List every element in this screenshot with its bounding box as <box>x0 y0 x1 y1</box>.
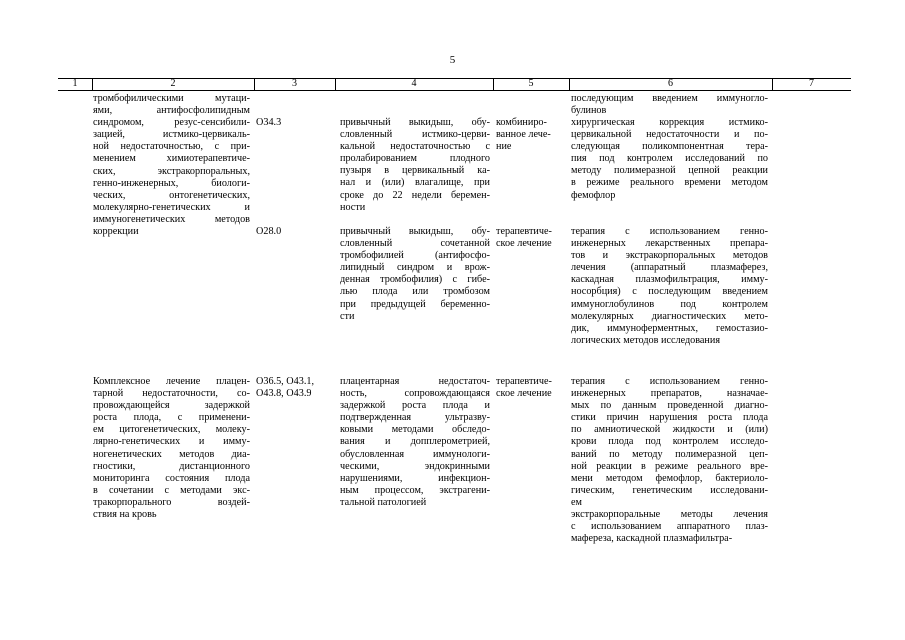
cell-line: ствия на кровь <box>93 509 157 521</box>
treatment-method <box>571 117 768 202</box>
cell-line: кальной недостаточностью с <box>340 141 490 153</box>
cell-line: молекулярно-генетических и <box>93 201 250 213</box>
cell-line: пузыря в цервикальный ка- <box>340 165 490 177</box>
cell-line: гическим, генетическим исследовани- <box>571 484 768 496</box>
cell-line: по амниотической жидкости и (или) <box>571 424 768 436</box>
cell-line: лярно-генетических и имму- <box>93 436 250 448</box>
page-number: 5 <box>449 54 456 66</box>
cell-line: пролабированием плодного <box>340 153 490 165</box>
cell-line: ских, экстракорпоральных, <box>93 165 250 177</box>
cell-line: сроке до 22 недели беремен- <box>340 189 490 201</box>
cell-line: O34.3 <box>256 117 282 128</box>
cell-line: ной реакции в режиме реального вре- <box>571 460 768 472</box>
cell-line: привычный выкидыш, обу- <box>340 117 490 128</box>
cell-line: словленный сочетанной <box>340 238 490 250</box>
cell-line: ным процессом, экстрагени- <box>340 484 490 496</box>
cell-line: вания и допплерометрией, <box>340 436 490 448</box>
cell-line: задержкой роста плода и <box>340 400 490 412</box>
column-header-3: 3 <box>292 78 297 89</box>
treatment-method <box>571 376 768 545</box>
cell-line: фемофлор <box>571 189 616 201</box>
cell-line: ности <box>340 201 366 213</box>
cell-line: инженерных лекарственных препара- <box>571 238 768 250</box>
cell-line: денная тромбофилия) с гибе- <box>340 274 490 286</box>
cell-line: менением химиотерапевтиче- <box>93 153 250 165</box>
cell-line: инженерных препаратов, назначае- <box>571 388 768 400</box>
treatment-type <box>496 376 566 400</box>
cell-line: ной недостаточностью, с при- <box>93 141 250 153</box>
cell-line: тромбофилией (антифосфо- <box>340 250 490 262</box>
cell-line: обусловленная иммунологи- <box>340 448 490 460</box>
cell-line: иммуногенетических методов <box>93 213 250 225</box>
cell-line: O36.5, O43.1, <box>256 376 315 387</box>
cell-line: хирургическая коррекция истмико- <box>571 117 768 128</box>
cell-line: ем <box>571 496 582 508</box>
cell-line: дик, иммуноферментных, гемостазио- <box>571 322 768 334</box>
cell-line: в сочетании с методами экс- <box>93 484 250 496</box>
cell-line: ем цитогенетических, молеку- <box>93 424 250 436</box>
cell-line: O43.8, O43.9 <box>256 388 312 400</box>
cell-line: терапевтиче- <box>496 226 552 237</box>
cell-line: лью плода или тромбозом <box>340 286 490 298</box>
column-header-6: 6 <box>668 78 673 89</box>
cell-line: крови плода под контролем исследо- <box>571 436 768 448</box>
treatment-type <box>496 117 566 153</box>
cell-line: стики причин нарушения роста плода <box>571 412 768 424</box>
header-bottom-rule <box>58 90 851 91</box>
cell-line: тарной недостаточности, со- <box>93 388 250 400</box>
cell-line: ногенетических методов диа- <box>93 448 250 460</box>
cell-line: с использованием аппаратного плаз- <box>571 521 768 533</box>
cell-line: пия под контролем исследований по <box>571 153 768 165</box>
cell-line: ское лечение <box>496 388 552 400</box>
icd-code <box>256 226 333 238</box>
diagnosis-model <box>340 376 490 509</box>
method-description <box>93 93 250 238</box>
treatment-continuation <box>571 93 768 117</box>
cell-line: тромбофилическими мутаци- <box>93 93 250 104</box>
cell-line: носорбция) с последующим введением <box>571 286 768 298</box>
cell-line: привычный выкидыш, обу- <box>340 226 490 237</box>
cell-line: мониторинга состояния плода <box>93 472 250 484</box>
treatment-type <box>496 226 566 250</box>
icd-code <box>256 376 333 400</box>
cell-line: мафереза, каскадной плазмафильтра- <box>571 533 733 545</box>
column-header-5: 5 <box>528 78 534 89</box>
cell-line: терапевтиче- <box>496 376 552 387</box>
cell-line: ковыми методами обследо- <box>340 424 490 436</box>
cell-line: ческих, онтогенетических, <box>93 189 250 201</box>
column-header-7: 7 <box>809 78 814 89</box>
cell-line: мых по данным проведенной диагно- <box>571 400 768 412</box>
cell-line: мени методом фемофлор, бактериоло- <box>571 472 768 484</box>
cell-line: тракорпорального воздей- <box>93 496 250 508</box>
cell-line: ние <box>496 141 512 153</box>
cell-line: провождающейся задержкой <box>93 400 250 412</box>
cell-line: роста плода, с применени- <box>93 412 250 424</box>
cell-line: Комплексное лечение плацен- <box>93 376 250 387</box>
cell-line: логических методов исследования <box>571 334 721 346</box>
cell-line: тов и экстракорпоральных методов <box>571 250 768 262</box>
cell-line: лечения (аппаратный плазмаферез, <box>571 262 768 274</box>
cell-line: каскадная плазмофильтрация, имму- <box>571 274 768 286</box>
cell-line: цервикальной недостаточности и по- <box>571 129 768 141</box>
icd-code <box>256 117 333 129</box>
cell-line: молекулярных диагностических мето- <box>571 310 768 322</box>
cell-line: синдромом, резус-сенсибили- <box>93 117 250 129</box>
cell-line: ность, сопровождающаяся <box>340 388 490 400</box>
column-header-1: 1 <box>72 78 78 89</box>
cell-line: нарушениями, инфекцион- <box>340 472 490 484</box>
cell-line: ванное лече- <box>496 129 551 141</box>
method-description <box>93 376 250 521</box>
cell-line: O28.0 <box>256 226 282 237</box>
cell-line: ваний по методу полимеразной цеп- <box>571 448 768 460</box>
cell-line: экстракорпоральные методы лечения <box>571 509 768 521</box>
column-header-2: 2 <box>170 78 176 89</box>
cell-line: ями, антифосфолипидным <box>93 105 250 117</box>
cell-line: терапия с использованием генно- <box>571 376 768 387</box>
cell-line: ское лечение <box>496 238 552 250</box>
cell-line: ческими, эндокринными <box>340 460 490 472</box>
cell-line: методу полимеразной цепной реакции <box>571 165 768 177</box>
cell-line: в режиме реального времени методом <box>571 177 768 189</box>
cell-line: тальной патологией <box>340 496 427 508</box>
column-header-4: 4 <box>411 78 417 89</box>
cell-line: нал и (или) влагалище, при <box>340 177 490 189</box>
cell-line: генно-инженерных, биологи- <box>93 177 250 189</box>
cell-line: гностики, дистанционного <box>93 460 250 472</box>
cell-line: иммуноглобулинов под контролем <box>571 298 768 310</box>
cell-line: сти <box>340 310 355 322</box>
cell-line: последующим введением иммуногло- <box>571 93 768 104</box>
cell-line: коррекции <box>93 226 139 238</box>
cell-line: плацентарная недостаточ- <box>340 376 490 387</box>
cell-line: зацией, истмико-цервикаль- <box>93 129 250 141</box>
cell-line: следующая поликомпонентная тера- <box>571 141 768 153</box>
diagnosis-model <box>340 226 490 323</box>
cell-line: подтвержденная ультразву- <box>340 412 490 424</box>
treatment-method <box>571 226 768 347</box>
cell-line: комбиниро- <box>496 117 547 128</box>
cell-line: терапия с использованием генно- <box>571 226 768 237</box>
cell-line: липидный синдром и врож- <box>340 262 490 274</box>
diagnosis-model <box>340 117 490 214</box>
cell-line: при предыдущей беременно- <box>340 298 490 310</box>
cell-line: словленный истмико-церви- <box>340 129 490 141</box>
cell-line: булинов <box>571 105 607 117</box>
